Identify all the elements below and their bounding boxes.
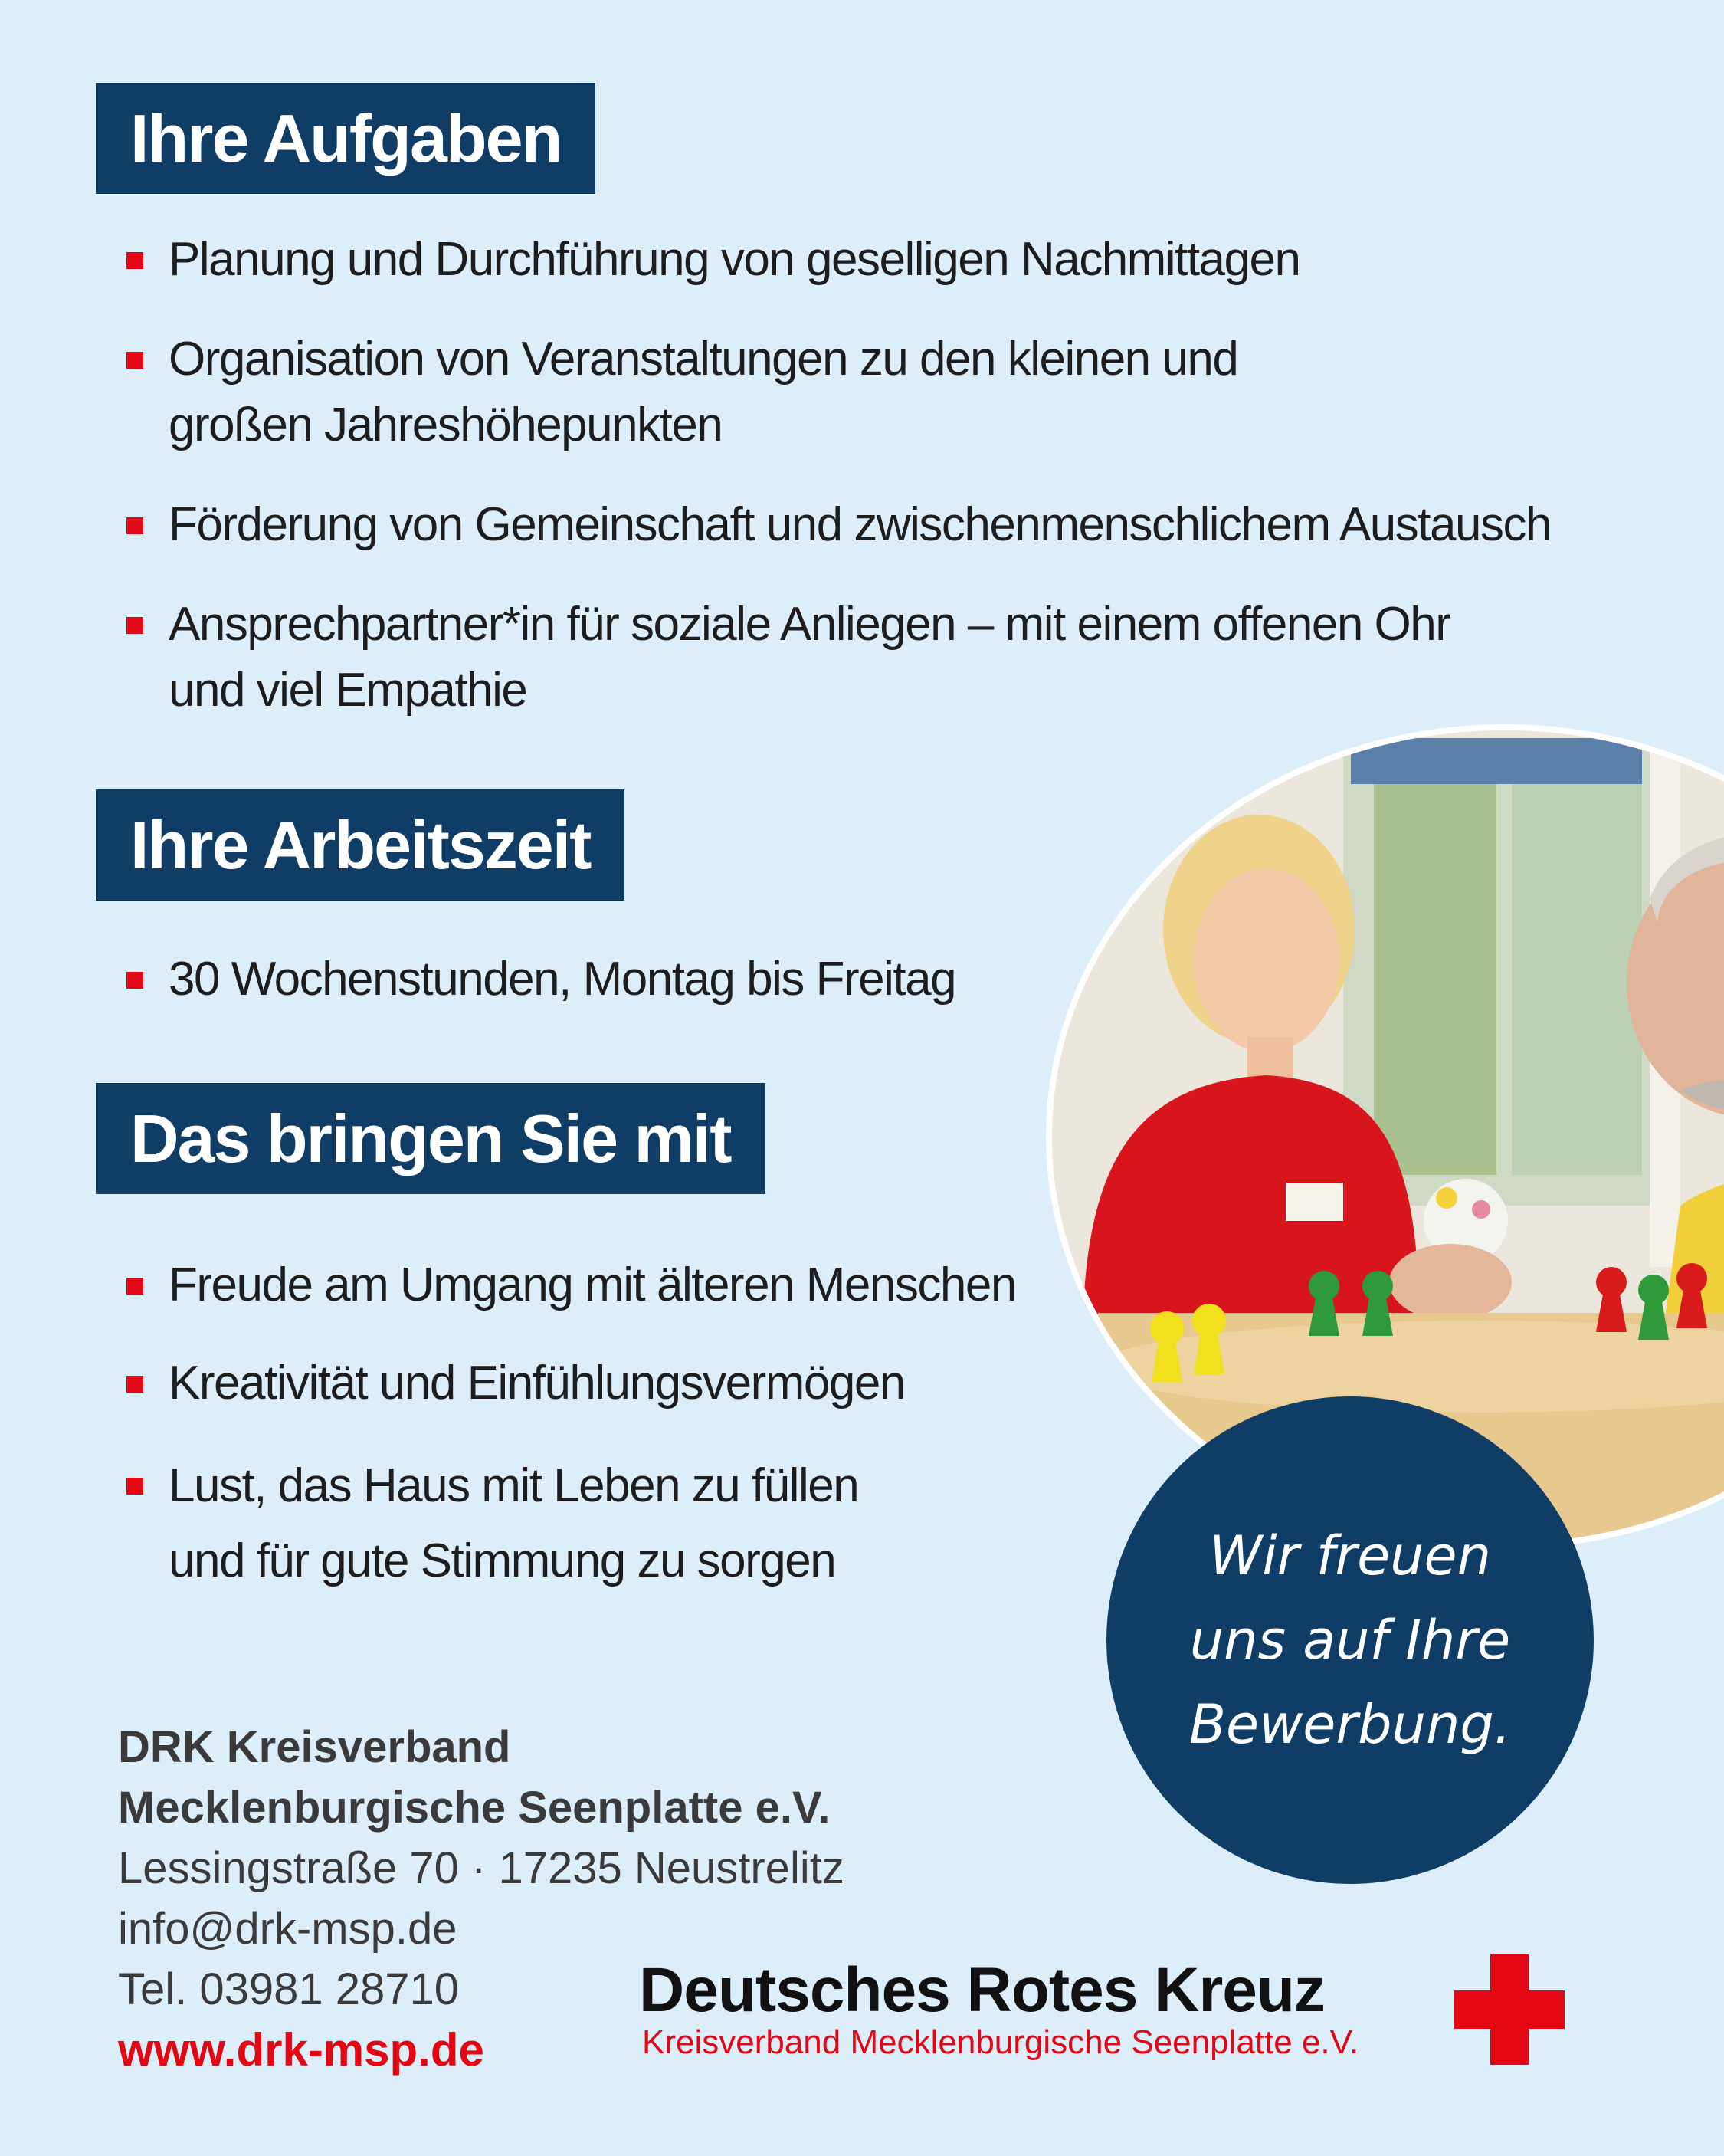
logo-name: Deutsches Rotes Kreuz — [639, 1955, 1325, 2025]
heading-das-bringen-sie-mit: Das bringen Sie mit — [96, 1083, 765, 1194]
list-item: Organisation von Veranstaltungen zu den kleinen und großen Jahreshöhepunkten — [126, 327, 1551, 458]
heading-ihre-aufgaben: Ihre Aufgaben — [96, 83, 595, 194]
bullet-square-icon — [126, 1278, 143, 1295]
drk-logo — [639, 1956, 1359, 2060]
list-item: Ansprechpartner*in für soziale Anliegen – mit einem offenen Ohr und viel Empathie — [126, 592, 1551, 724]
aufgaben-list — [126, 227, 1551, 724]
bullet-square-icon — [126, 252, 143, 269]
red-cross-icon — [1454, 1954, 1565, 2065]
list-item: Planung und Durchführung von geselligen Nachmittagen — [126, 227, 1551, 293]
address: Lessingstraße 70 · 17235 Neustrelitz — [118, 1843, 844, 1893]
badge-line: uns auf Ihre — [1189, 1609, 1511, 1672]
list-item: 30 Wochenstunden, Montag bis Freitag — [126, 947, 955, 1012]
email-link[interactable]: info@drk-msp.de — [118, 1904, 457, 1954]
bullet-square-icon — [126, 617, 143, 634]
bullet-square-icon — [126, 1376, 143, 1393]
phone: Tel. 03981 28710 — [118, 1964, 460, 2014]
anforderungen-list — [126, 1252, 1016, 1599]
bullet-square-icon — [126, 517, 143, 534]
application-badge — [1106, 1396, 1594, 1884]
list-item: Förderung von Gemeinschaft und zwischenmenschlichem Austausch — [126, 492, 1551, 558]
list-item: Kreativität und Einfühlungsvermögen — [126, 1350, 1016, 1416]
org-name-line2: Mecklenburgische Seenplatte e.V. — [118, 1783, 831, 1833]
bullet-square-icon — [126, 352, 143, 369]
heading-ihre-arbeitszeit: Ihre Arbeitszeit — [96, 789, 624, 901]
list-item: Lust, das Haus mit Leben zu füllen und für gute Stimmung zu sorgen — [126, 1449, 1016, 1599]
bullet-square-icon — [126, 1478, 143, 1495]
org-name-line1: DRK Kreisverband — [118, 1722, 511, 1772]
logo-subtitle: Kreisverband Mecklenburgische Seenplatte e.V. — [642, 2023, 1359, 2061]
bullet-square-icon — [126, 972, 143, 989]
badge-line: Wir freuen — [1209, 1524, 1491, 1587]
list-item: Freude am Umgang mit älteren Menschen — [126, 1252, 1016, 1318]
website-link[interactable]: www.drk-msp.de — [118, 2024, 484, 2076]
badge-line: Bewerbung. — [1188, 1693, 1512, 1756]
arbeitszeit-list — [126, 947, 955, 1012]
